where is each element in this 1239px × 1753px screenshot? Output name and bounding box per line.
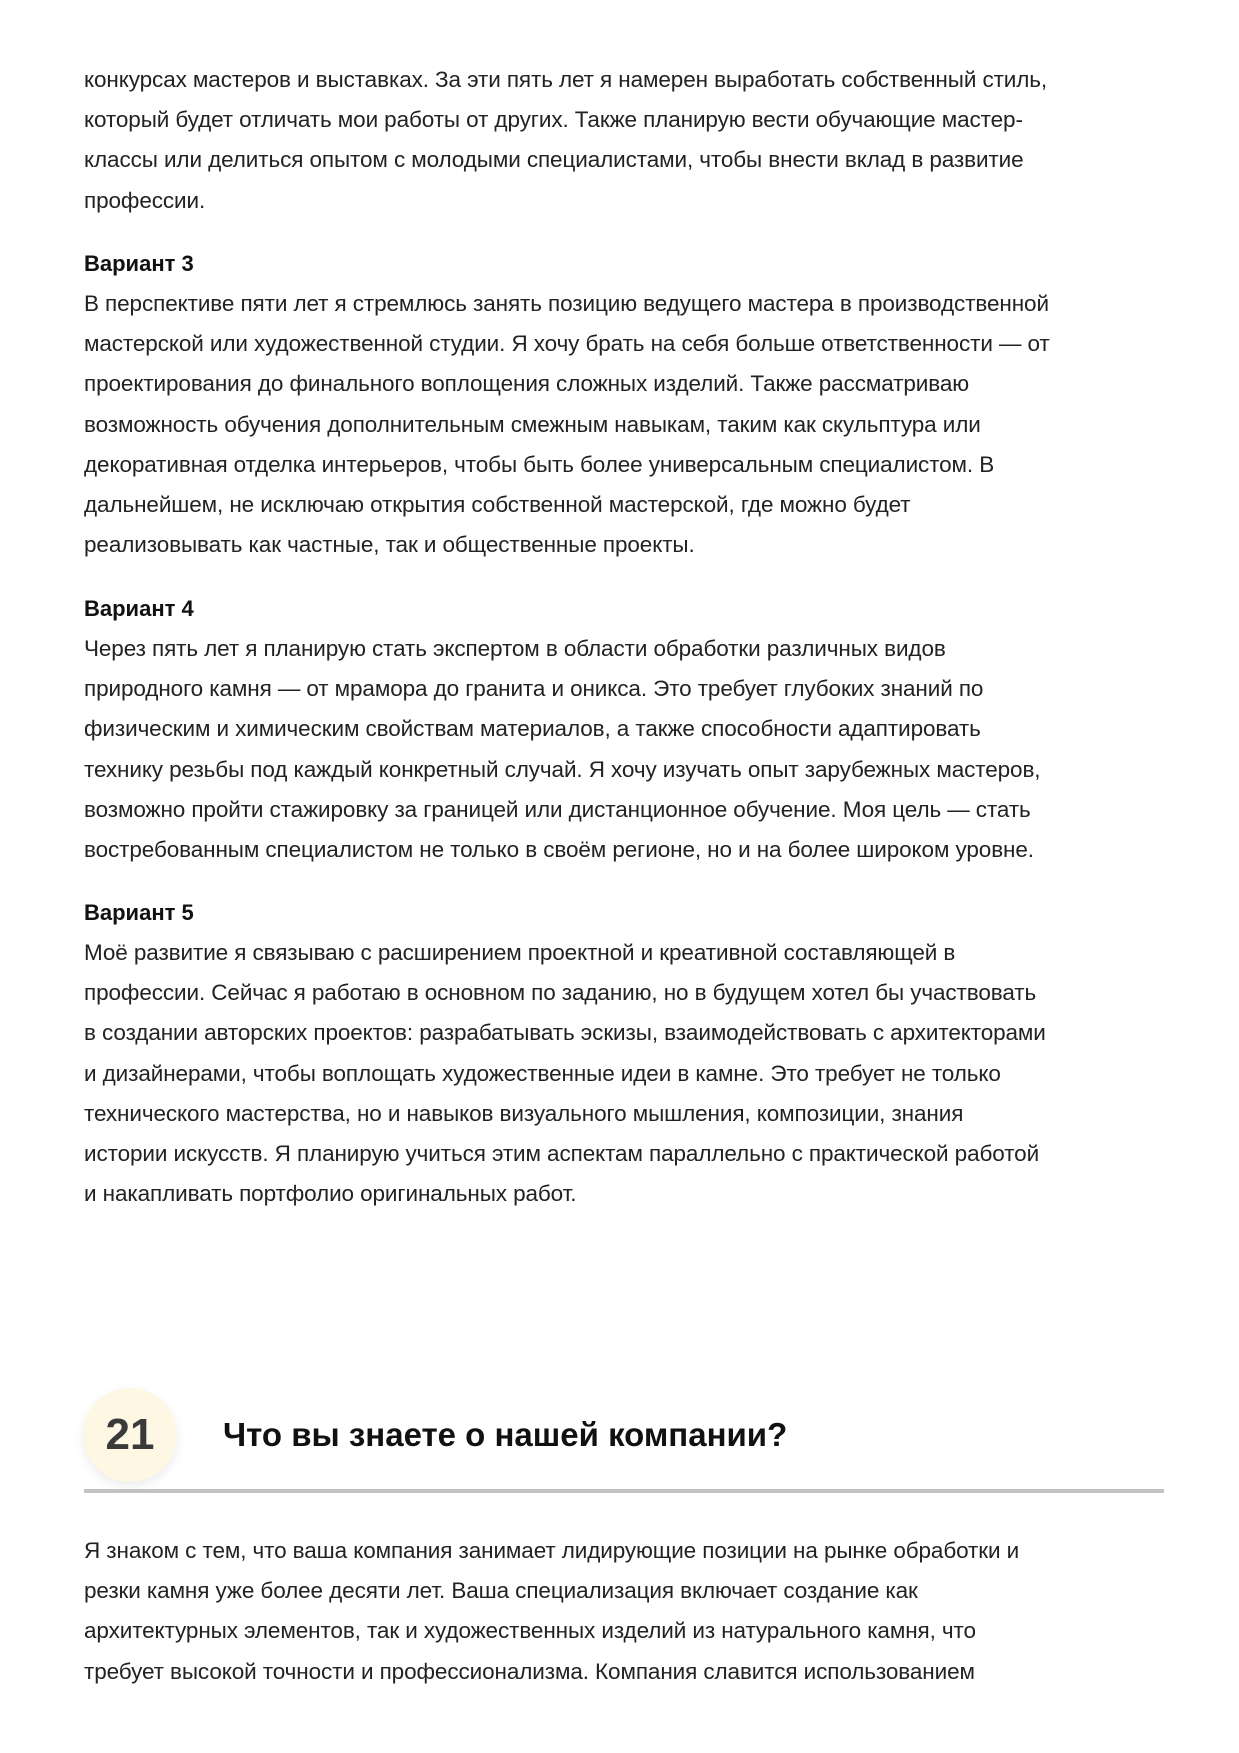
intro-paragraph [84, 60, 1174, 221]
variant-4-paragraph [84, 629, 1174, 870]
text-line: Через пять лет я планирую стать экспертом в области обработки различных видов [84, 636, 946, 661]
section-divider [84, 1489, 1164, 1493]
variant-5-heading: Вариант 5 [84, 900, 194, 925]
text-line: возможно пройти стажировку за границей или дистанционное обучение. Моя цель — стать [84, 796, 1031, 822]
text-line: в создании авторских проектов: разрабатывать эскизы, взаимодействовать с архитекторами [84, 1020, 1046, 1046]
text-line: технику резьбы под каждый конкретный случай. Я хочу изучать опыт зарубежных мастеров, [84, 756, 1041, 782]
section-paragraph [84, 1531, 1174, 1692]
text-line: мастерской или художественной студии. Я хочу брать на себя больше ответственности — от [84, 331, 1050, 357]
text-line: Моё развитие я связываю с расширением проектной и креативной составляющей в [84, 940, 956, 965]
text-line: классы или делиться опытом с молодыми специалистами, чтобы внести вклад в развитие [84, 147, 1024, 173]
text-line: профессии. [84, 187, 206, 213]
variant-3-heading: Вариант 3 [84, 251, 194, 276]
text-line: профессии. Сейчас я работаю в основном по заданию, но в будущем хотел бы участвовать [84, 980, 1037, 1006]
text-line: и накапливать портфолио оригинальных работ. [84, 1181, 577, 1207]
text-line: возможность обучения дополнительным смежным навыкам, таким как скульптура или [84, 411, 981, 437]
variant-4-heading: Вариант 4 [84, 596, 194, 621]
section-title: Что вы знаете о нашей компании? [223, 1416, 788, 1453]
text-line: реализовывать как частные, так и общественные проекты. [84, 532, 695, 558]
text-line: резки камня уже более десяти лет. Ваша специализация включает создание как [84, 1578, 918, 1604]
text-line: истории искусств. Я планирую учиться этим аспектам параллельно с практической работой [84, 1140, 1040, 1166]
text-line: физическим и химическим свойствам материалов, а также способности адаптировать [84, 716, 981, 742]
text-line: проектирования до финального воплощения сложных изделий. Также рассматриваю [84, 371, 970, 397]
text-line: Я знаком с тем, что ваша компания занимает лидирующие позиции на рынке обработки и [84, 1538, 1020, 1563]
text-line: востребованным специалистом не только в своём регионе, но и на более широком уровне. [84, 836, 1034, 862]
text-line: технического мастерства, но и навыков визуального мышления, композиции, знания [84, 1100, 964, 1126]
variant-5-paragraph [84, 933, 1174, 1214]
variant-3-paragraph [84, 284, 1174, 565]
question-number-badge: 21 [83, 1388, 177, 1482]
text-line: требует высокой точности и профессионализма. Компания славится использованием [84, 1658, 975, 1684]
text-line: дальнейшем, не исключаю открытия собственной мастерской, где можно будет [84, 491, 911, 517]
text-line: архитектурных элементов, так и художественных изделий из натурального камня, что [84, 1618, 976, 1644]
text-line: и дизайнерами, чтобы воплощать художественные идеи в камне. Это требует не только [84, 1060, 1001, 1086]
text-line: природного камня — от мрамора до гранита и оникса. Это требует глубоких знаний по [84, 676, 984, 702]
text-line: который будет отличать мои работы от других. Также планирую вести обучающие мастер- [84, 107, 1023, 133]
text-line: конкурсах мастеров и выставках. За эти пять лет я намерен выработать собственный стиль, [84, 67, 1048, 92]
text-line: В перспективе пяти лет я стремлюсь занять позицию ведущего мастера в производственной [84, 291, 1049, 316]
text-line: декоративная отделка интерьеров, чтобы быть более универсальным специалистом. В [84, 451, 995, 477]
